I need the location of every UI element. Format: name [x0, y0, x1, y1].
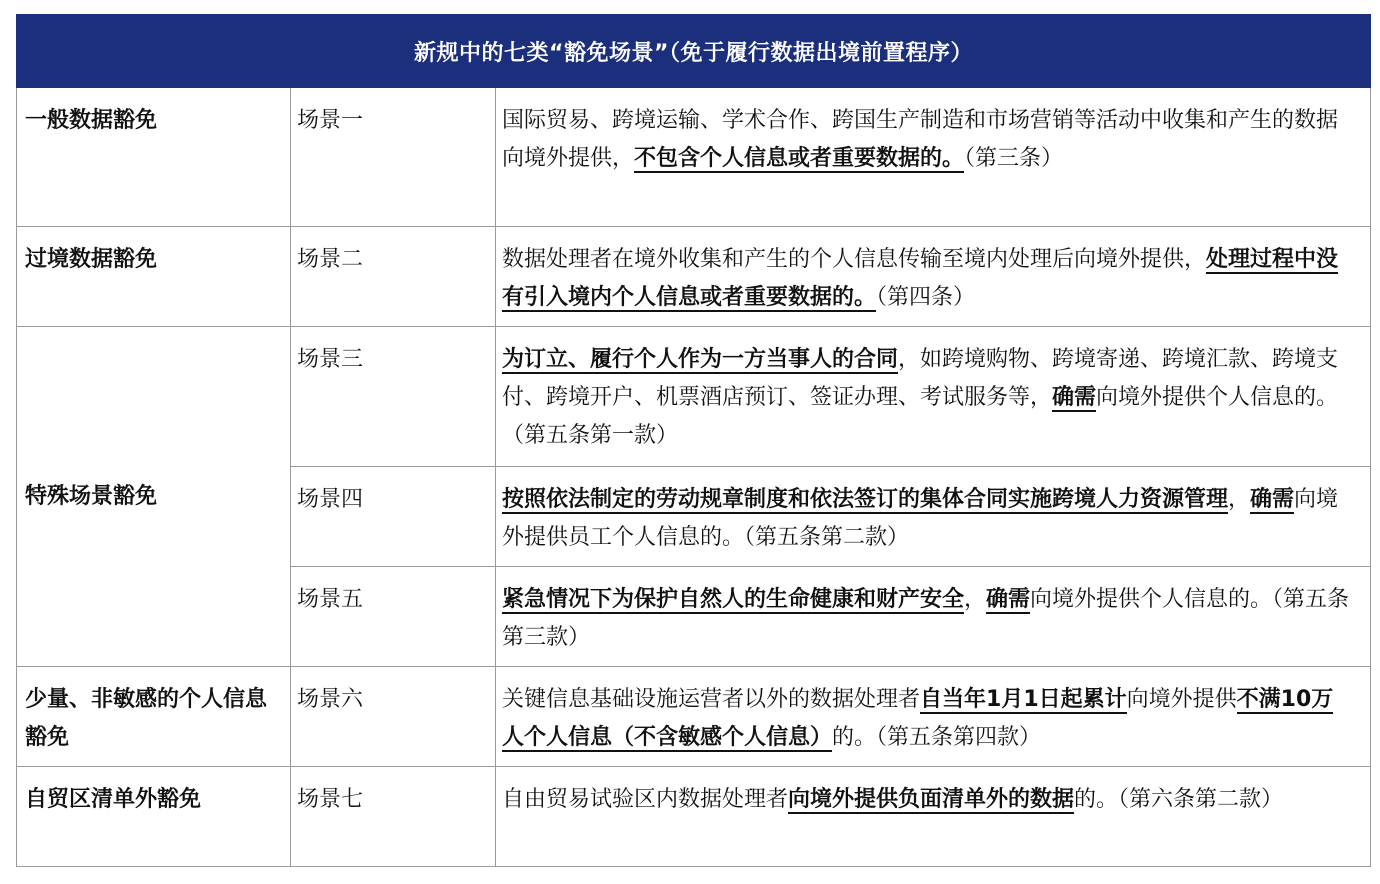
- scene-1: 场景一: [291, 88, 496, 227]
- scene-6: 场景六: [291, 667, 496, 767]
- desc-emphasis: 确需: [1250, 487, 1295, 512]
- scene-3: 场景三: [291, 327, 496, 467]
- scene-2: 场景二: [291, 227, 496, 327]
- desc-emphasis: 不包含个人信息或者重要数据的。: [634, 146, 965, 171]
- category-special: 特殊场景豁免: [17, 327, 291, 667]
- desc-text: 向境外提供: [1126, 687, 1237, 712]
- desc-emphasis: 处理过程中没有引入境内个人信息或者重要数据的。: [502, 247, 1339, 310]
- scene-1-description: [496, 88, 1371, 227]
- table-row: [17, 767, 1371, 867]
- desc-text: （第三条）: [964, 146, 1064, 171]
- table-row: [17, 667, 1371, 767]
- desc-emphasis: 向境外提供负面清单外的数据: [788, 787, 1075, 812]
- table-row: [17, 327, 1371, 467]
- desc-text: 向境外提供个人信息的。（第五条第一款）: [502, 385, 1339, 448]
- scene-3-description: [496, 327, 1371, 467]
- desc-text: 关键信息基础设施运营者以外的数据处理者: [502, 687, 921, 712]
- exemption-table: [16, 14, 1371, 867]
- desc-emphasis: 为订立、履行个人作为一方当事人的合同: [502, 347, 899, 372]
- desc-emphasis: 自当年1月1日起累计: [920, 687, 1127, 712]
- desc-text: 向境外提供个人信息的。（第五条第三款）: [502, 587, 1350, 650]
- desc-text: 向境外提供员工个人信息的。（第五条第二款）: [502, 487, 1339, 550]
- scene-7-description: [496, 767, 1371, 867]
- desc-text: （第四条）: [876, 285, 976, 310]
- scene-7: 场景七: [291, 767, 496, 867]
- scene-6-description: [496, 667, 1371, 767]
- exemption-table-frame: [16, 14, 1370, 866]
- category-ftz: 自贸区清单外豁免: [17, 767, 291, 867]
- table-row: [17, 227, 1371, 327]
- desc-emphasis: 按照依法制定的劳动规章制度和依法签订的集体合同实施跨境人力资源管理: [502, 487, 1229, 512]
- desc-emphasis: 紧急情况下为保护自然人的生命健康和财产安全: [502, 587, 965, 612]
- category-general: 一般数据豁免: [17, 88, 291, 227]
- scene-5: 场景五: [291, 567, 496, 667]
- scene-2-description: [496, 227, 1371, 327]
- desc-text: ，如跨境购物、跨境寄递、跨境汇款、跨境支付、跨境开户、机票酒店预订、签证办理、考试服务等，: [502, 347, 1339, 410]
- desc-text: 的。（第六条第二款）: [1074, 787, 1284, 812]
- desc-text: 国际贸易、跨境运输、学术合作、跨国生产制造和市场营销等活动中收集和产生的数据向境外提供，: [502, 108, 1339, 171]
- desc-text: 的。（第五条第四款）: [832, 725, 1042, 750]
- desc-emphasis: 确需: [1052, 385, 1097, 410]
- scene-4-description: [496, 467, 1371, 567]
- desc-text: ，: [964, 587, 987, 612]
- scene-4: 场景四: [291, 467, 496, 567]
- desc-emphasis: 确需: [986, 587, 1031, 612]
- table-row: [17, 88, 1371, 227]
- desc-emphasis: 不满10万人个人信息（不含敏感个人信息）: [502, 687, 1334, 750]
- scene-5-description: [496, 567, 1371, 667]
- desc-text: 数据处理者在境外收集和产生的个人信息传输至境内处理后向境外提供，: [502, 247, 1207, 272]
- desc-text: 自由贸易试验区内数据处理者: [502, 787, 789, 812]
- table-title: 新规中的七类“豁免场景”（免于履行数据出境前置程序）: [17, 15, 1371, 88]
- category-transit: 过境数据豁免: [17, 227, 291, 327]
- desc-text: ，: [1228, 487, 1251, 512]
- category-small-volume: 少量、非敏感的个人信息豁免: [17, 667, 291, 767]
